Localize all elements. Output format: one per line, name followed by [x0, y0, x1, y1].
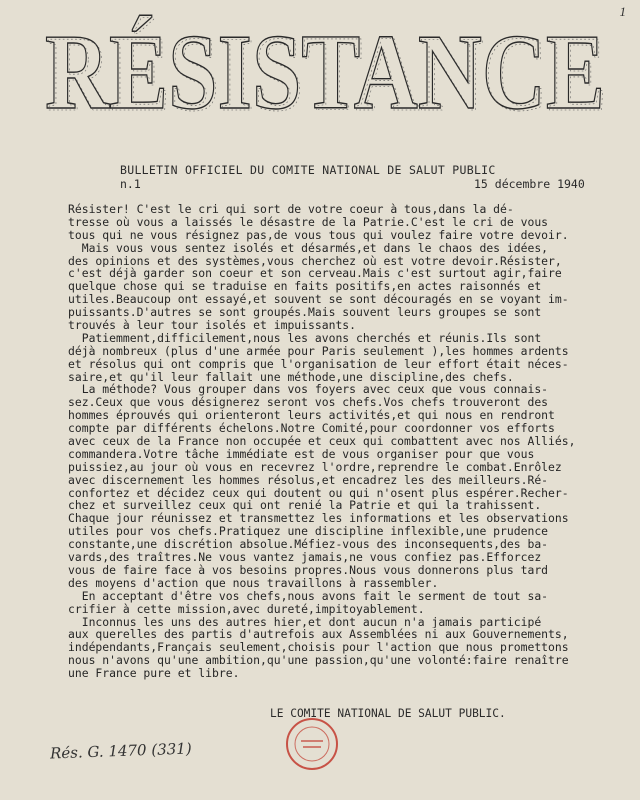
body-line: constante,une discrétion absolue.Méfiez-vous des inconsequents,des ba-	[68, 538, 549, 552]
library-stamp	[284, 716, 340, 772]
masthead-title: RÉSISTANCE	[45, 14, 605, 120]
issue-number: n.1	[120, 177, 141, 191]
body-line: Patiemment,difficilement,nous les avons cherchés et réunis.Ils sont	[68, 331, 542, 345]
body-line: puissiez,au jour où vous en recevrez l'ordre,reprendre le combat.Enrôlez	[68, 460, 562, 474]
body-line: saire,et qu'il leur fallait une méthode,une discipline,des chefs.	[68, 370, 514, 384]
body-line: des moyens d'action que nous travaillons à rassembler.	[68, 576, 439, 590]
body-line: crifier à cette mission,avec dureté,impitoyablement.	[68, 602, 425, 616]
body-line: En acceptant d'être vos chefs,nous avons fait le serment de tout sa-	[68, 589, 549, 603]
body-line: commandera.Votre tâche immédiate est de vous organiser pour que vous	[68, 447, 535, 461]
body-line: hommes éprouvés qui orienteront leurs activités,et qui nous en rendront	[68, 409, 555, 423]
body-line: une France pure et libre.	[68, 667, 240, 680]
body-line: et résolus qui ont compris que l'organisation de leur effort était néces-	[68, 357, 569, 371]
archive-reference: Rés. G. 1470 (331)	[49, 739, 192, 763]
body-line: déjà nombreux (plus d'une armée pour Paris seulement ),les hommes ardents	[68, 344, 569, 358]
issue-date: 15 décembre 1940	[474, 177, 585, 191]
masthead-logo	[40, 14, 610, 120]
body-line: trouvés à leur tour isolés et impuissants.	[68, 319, 357, 332]
body-line: vous de faire face à vos besoins propres.Nous vous donnerons plus tard	[68, 563, 549, 577]
body-line: confortez et décidez ceux qui doutent ou qui n'osent plus espérer.Recher-	[68, 486, 569, 500]
body-text	[68, 203, 624, 680]
body-line: compte par différents échelons.Notre Comité,pour coordonner vos efforts	[68, 422, 555, 436]
body-line: tous qui ne vous résignez pas,de vous tous qui voulez faire votre devoir.	[68, 228, 569, 242]
body-line: avec discernement les hommes résolus,et encadrez les des meilleurs.Ré-	[68, 473, 549, 487]
body-line: avec ceux de la France non occupée et ceux qui combattent avec nos Alliés,	[68, 435, 576, 448]
body-line: Inconnus les uns des autres hier,et dont aucun n'a jamais participé	[68, 615, 542, 629]
body-line: utiles pour vos chefs.Pratiquez une discipline inflexible,une prudence	[68, 525, 549, 539]
body-line: quelque chose qui se traduise en faits positifs,en actes raisonnés et	[68, 280, 542, 294]
body-line: aux querelles des partis d'autrefois aux Assemblées ni aux Gouvernements,	[68, 628, 569, 642]
body-line: vards,des traîtres.Ne vous vantez jamais,ne vous confiez pas.Efforcez	[68, 551, 542, 564]
body-line: Chaque jour réunissez et transmettez les informations et les observations	[68, 512, 569, 526]
masthead	[40, 14, 610, 120]
body-line: puissants.D'autres se sont groupés.Mais souvent leurs groupes se sont	[68, 306, 542, 320]
body-line: tresse où vous a laissés le désastre de la Patrie.C'est le cri de vous	[68, 215, 549, 229]
bulletin-subtitle: BULLETIN OFFICIEL DU COMITE NATIONAL DE SALUT PUBLIC	[120, 163, 496, 177]
body-line: des opinions et des systèmes,vous cherchez où est votre devoir.Résister,	[68, 254, 562, 268]
body-line: chez et surveillez ceux qui ont renié la Patrie et qui la trahissent.	[68, 499, 542, 513]
body-line: utiles.Beaucoup ont essayé,et souvent se sont découragés en se voyant im-	[68, 293, 569, 307]
body-line: indépendants,Français seulement,choisis pour l'action que nous promettons	[68, 641, 569, 655]
body-line: c'est déjà garder son coeur et son cerveau.Mais c'est surtout agir,faire	[68, 267, 562, 281]
page-number: 1	[619, 4, 626, 19]
body-line: nous n'avons qu'une ambition,qu'une passion,qu'une volonté:faire renaître	[68, 654, 569, 668]
body-line: Mais vous vous sentez isolés et désarmés,et dans le chaos des idées,	[68, 241, 549, 255]
body-line: La méthode? Vous grouper dans vos foyers avec ceux que vous connais-	[68, 383, 549, 397]
stamp-icon	[284, 716, 340, 772]
signature: LE COMITE NATIONAL DE SALUT PUBLIC.	[270, 707, 506, 720]
body-line: Résister! C'est le cri qui sort de votre coeur à tous,dans la dé-	[68, 203, 514, 216]
masthead-title-shadow: RÉSISTANCE	[47, 15, 607, 120]
body-line: sez.Ceux que vous désignerez seront vos chefs.Vos chefs trouveront des	[68, 396, 549, 410]
